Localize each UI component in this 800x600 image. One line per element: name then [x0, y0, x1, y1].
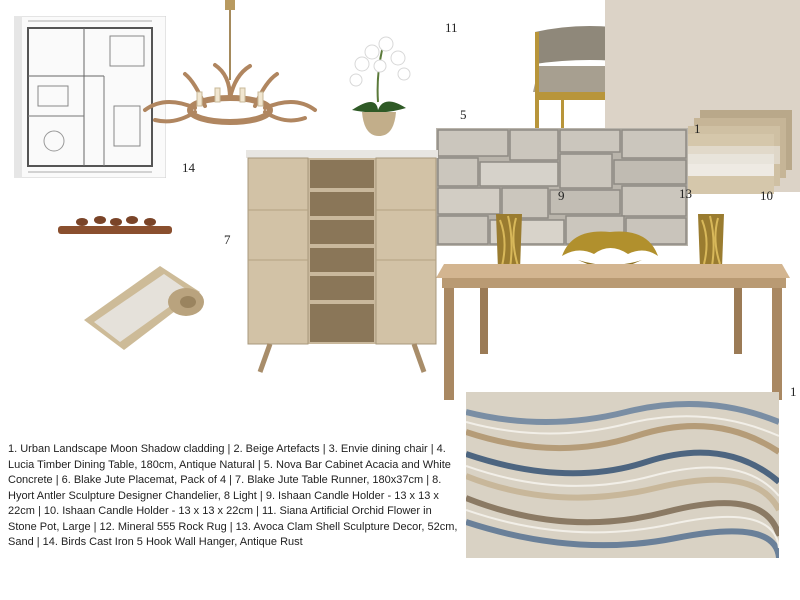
label-11: 11 — [445, 20, 458, 35]
rock-rug-image — [466, 392, 779, 558]
bird-wall-hanger-image — [56, 210, 174, 238]
label-5: 5 — [460, 107, 467, 122]
label-10: 10 — [760, 188, 773, 203]
label-9: 9 — [558, 188, 565, 203]
jute-table-runner-image — [80, 262, 208, 356]
orchid-stone-pot-image — [340, 32, 418, 140]
antler-chandelier-image — [135, 0, 325, 150]
label-14: 14 — [182, 160, 195, 175]
label-7: 7 — [224, 232, 231, 247]
label-1-placemat: 1 — [694, 121, 701, 136]
product-caption: 1. Urban Landscape Moon Shadow cladding | 2. Beige Artefacts | 3. Envie dining chair | 4. Lucia Timber Dining Table, 180cm, Antique Natural | 5. Nova Bar Cabinet Acacia and White Concrete | 6. Blake Jute Placemat, Pack of 4 | 7. Blake Jute Table Runner, 180x37cm | 8. Hyort Antler Sculpture Designer Chandelier, 8 Light | 9. Ishaan Candle Holder - 13 x 13 x 22cm | 10. Ishaan Candle Holder - 13 x 13 x 22cm | 11. Siana Artificial Orchid Flower in Stone Pot, Large | 12. Mineral 555 Rock Rug | 13. Avoca Clam Shell Sculpture Decor, 52cm, Sand | 14. Birds Cast Iron 5 Hook Wall Hanger, Antique Rust — [8, 443, 458, 548]
label-1-edge: 1 — [790, 384, 797, 399]
label-13: 13 — [679, 186, 692, 201]
bar-cabinet-image — [246, 150, 438, 374]
dining-table-image — [434, 262, 792, 400]
